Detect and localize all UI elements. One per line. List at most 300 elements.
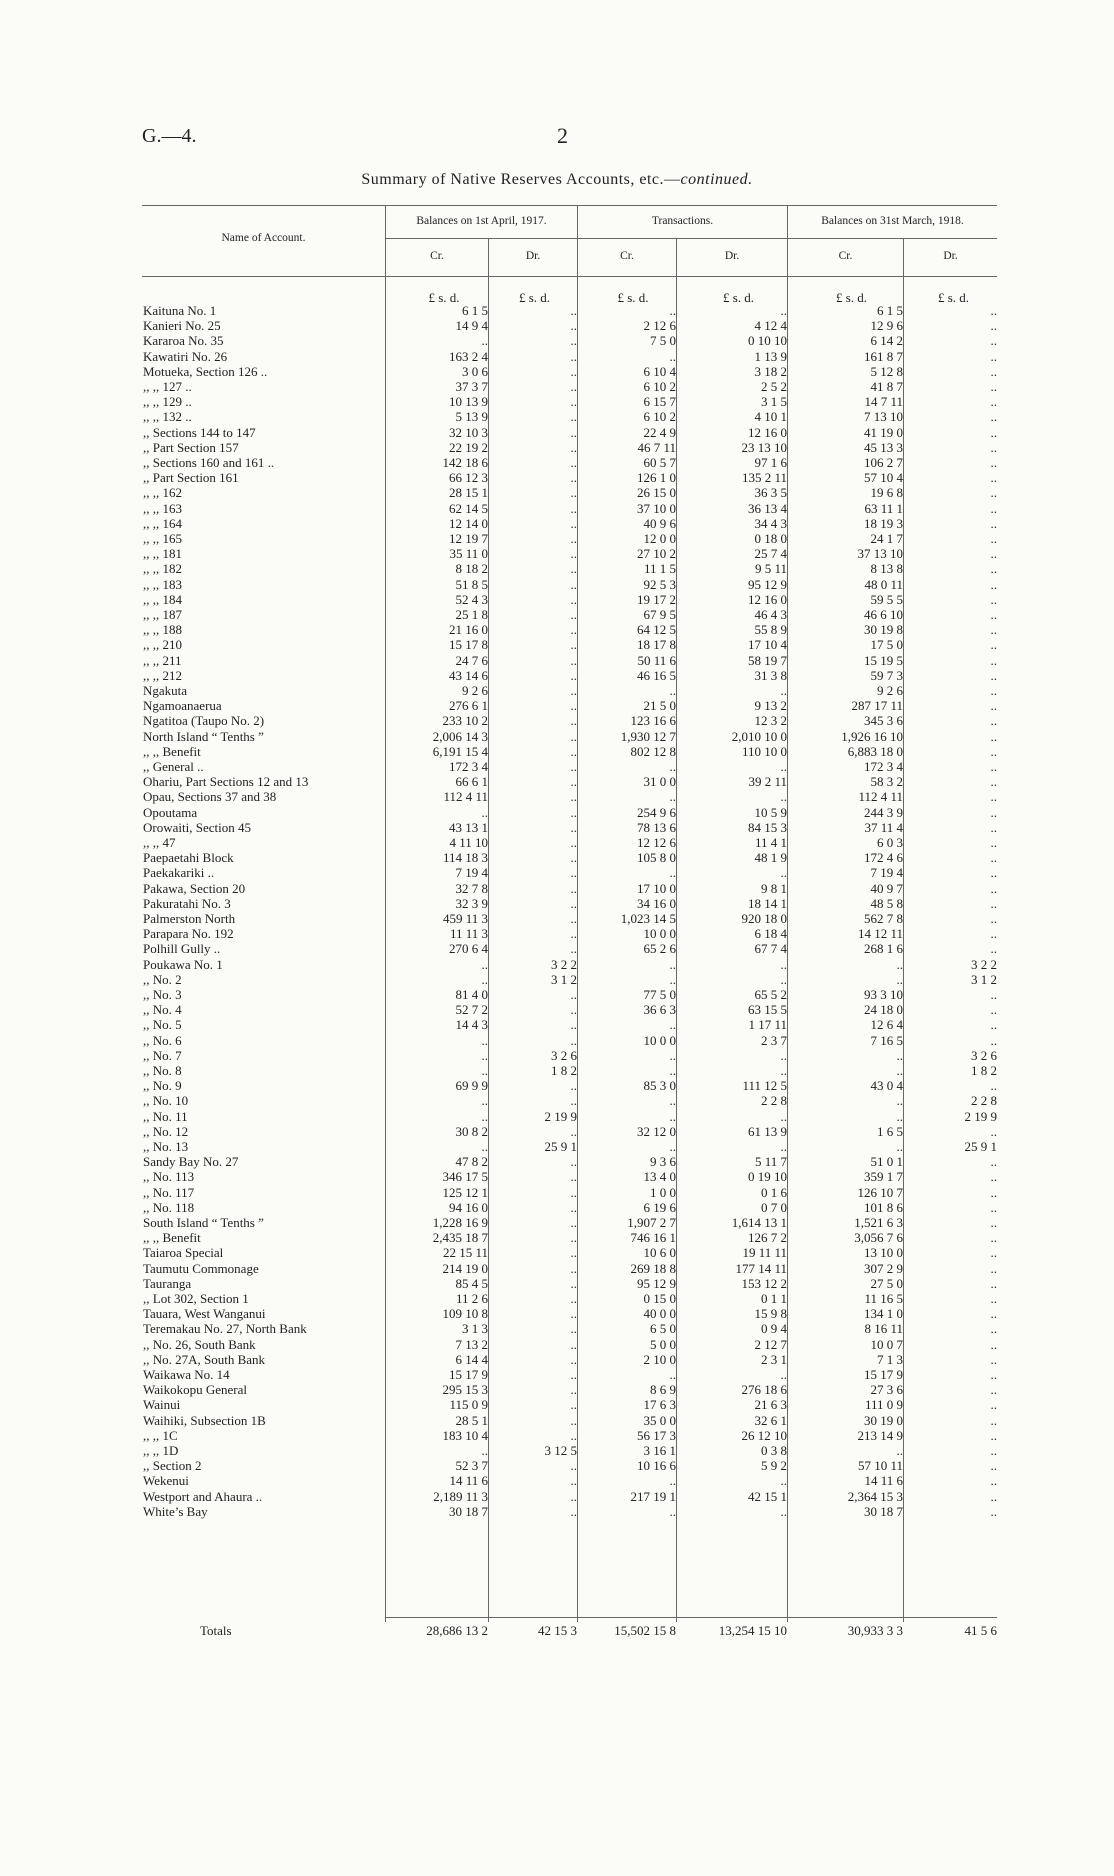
table-row <box>0 516 1114 531</box>
cell-b18cr: 19 6 8 <box>870 485 903 501</box>
totals-row <box>0 1623 1114 1638</box>
cell-b18dr: .. <box>990 1184 997 1200</box>
cell-tdr: 11 4 1 <box>754 835 787 850</box>
totals-label: Totals <box>200 1623 232 1638</box>
cell-b17dr: .. <box>570 439 577 455</box>
cell-tcr: 67 9 5 <box>643 607 676 622</box>
cell-tdr: 36 13 4 <box>748 500 787 516</box>
cell-b17cr: 12 14 0 <box>449 515 488 531</box>
cell-b18dr: .. <box>990 546 997 562</box>
cell-b18dr: .. <box>990 1199 997 1215</box>
account-name: ,, ,, 184 <box>143 591 182 607</box>
cell-b17dr: .. <box>570 1275 577 1291</box>
cell-tdr: 95 12 9 <box>748 576 787 592</box>
cell-b18cr: 59 5 5 <box>870 591 903 607</box>
cell-b17dr: .. <box>570 622 577 638</box>
cell-tcr: 77 5 0 <box>643 987 676 1002</box>
table-row <box>0 774 1114 789</box>
account-name: Waikokopu General <box>143 1382 247 1398</box>
cell-b18dr: .. <box>990 941 997 957</box>
col-bal1918-header: Balances on 31st March, 1918. <box>821 215 964 227</box>
cell-b17dr: .. <box>570 1215 577 1230</box>
cell-b18dr: .. <box>990 1443 997 1458</box>
cell-b18cr: 30 18 7 <box>864 1503 903 1519</box>
cell-b18cr: 134 1 0 <box>864 1306 903 1322</box>
cell-tcr: 46 16 5 <box>637 667 676 683</box>
cell-b17dr: .. <box>570 591 577 607</box>
cell-b18cr: .. <box>896 956 903 972</box>
cell-b17dr: .. <box>570 561 577 577</box>
cell-b17cr: 4 11 10 <box>449 835 488 850</box>
account-name: ,, ,, 47 <box>143 835 176 850</box>
table-row <box>0 470 1114 485</box>
cell-b18dr: .. <box>990 819 997 835</box>
col-tcr-header: Cr. <box>620 250 634 262</box>
totals-top-rule <box>385 1617 997 1618</box>
cell-b18dr: .. <box>990 470 997 486</box>
cell-b17cr: 43 14 6 <box>449 667 488 683</box>
account-name: Pakuratahi No. 3 <box>143 895 231 911</box>
cell-tcr: 10 6 0 <box>643 1245 676 1261</box>
cell-b17cr: 66 6 1 <box>455 774 488 790</box>
table-row <box>0 865 1114 880</box>
cell-tcr: .. <box>669 348 676 364</box>
table-row <box>0 546 1114 561</box>
account-name: ,, ,, 212 <box>143 667 182 683</box>
cell-b17dr: .. <box>570 1169 577 1185</box>
cell-tcr: 1 0 0 <box>650 1184 676 1200</box>
cell-b18dr: .. <box>990 531 997 546</box>
cell-b17dr: 3 12 5 <box>544 1443 577 1458</box>
cell-tcr: 85 3 0 <box>643 1078 676 1094</box>
cell-b17cr: 69 9 9 <box>455 1078 488 1094</box>
col-name-header: Name of Account. <box>221 232 306 244</box>
table-row <box>0 1002 1114 1017</box>
cell-b17dr: .. <box>570 333 577 349</box>
cell-b17dr: .. <box>570 1412 577 1428</box>
cell-b17dr: .. <box>570 1306 577 1322</box>
cell-b17cr: 142 18 6 <box>442 455 488 470</box>
cell-b18dr: .. <box>990 607 997 622</box>
cell-b17cr: .. <box>481 804 488 820</box>
table-row <box>0 409 1114 424</box>
cell-b17dr: .. <box>570 363 577 379</box>
cell-tdr: 34 4 3 <box>754 515 787 531</box>
cell-b18dr: .. <box>990 865 997 881</box>
cell-b17dr: .. <box>570 819 577 835</box>
table-row <box>0 941 1114 956</box>
totals-b18dr: 41 5 6 <box>964 1623 997 1638</box>
table-row <box>0 1306 1114 1321</box>
account-name: ,, No. 117 <box>143 1184 195 1200</box>
table-row <box>0 1063 1114 1078</box>
cell-b17dr: .. <box>570 637 577 653</box>
cell-b18cr: .. <box>896 1139 903 1154</box>
cell-b17cr: 30 18 7 <box>449 1503 488 1519</box>
cell-tcr: 254 9 6 <box>637 804 676 820</box>
table-row <box>0 1169 1114 1184</box>
cell-tdr: 26 12 10 <box>741 1427 787 1443</box>
cell-b17cr: 109 10 8 <box>442 1306 488 1322</box>
cell-b17cr: 3 0 6 <box>462 363 488 379</box>
cell-b18cr: 101 8 6 <box>864 1199 903 1215</box>
table-row <box>0 1473 1114 1488</box>
cell-b17dr: .. <box>570 804 577 820</box>
cell-tdr: 63 15 5 <box>748 1002 787 1018</box>
page-title <box>0 171 1114 189</box>
cell-tcr: 17 6 3 <box>643 1397 676 1413</box>
cell-tdr: 3 1 5 <box>761 394 787 410</box>
cell-b17dr: .. <box>570 683 577 698</box>
cell-b17cr: 47 8 2 <box>455 1154 488 1170</box>
cell-b17cr: 6 14 4 <box>455 1351 488 1367</box>
cell-b18cr: 345 3 6 <box>864 713 903 729</box>
cell-b18cr: 48 5 8 <box>870 895 903 911</box>
cell-tcr: .. <box>669 865 676 881</box>
cell-b17dr: .. <box>570 1230 577 1246</box>
cell-tcr: .. <box>669 789 676 805</box>
account-name: ,, ,, 183 <box>143 576 182 592</box>
table-row <box>0 303 1114 318</box>
table-row <box>0 926 1114 941</box>
cell-b18cr: 45 13 3 <box>864 439 903 455</box>
cell-tdr: 12 16 0 <box>748 591 787 607</box>
cell-tdr: 0 1 6 <box>761 1184 787 1200</box>
account-name: ,, Section 2 <box>143 1458 202 1474</box>
account-name: Wekenui <box>143 1473 189 1489</box>
cell-b17cr: 163 2 4 <box>449 348 488 364</box>
table-row <box>0 729 1114 744</box>
cell-b18cr: 12 9 6 <box>870 318 903 334</box>
cell-b18cr: 14 12 11 <box>857 926 903 942</box>
cell-tcr: .. <box>669 1473 676 1489</box>
cell-tcr: 6 10 2 <box>643 409 676 425</box>
account-name: ,, No. 5 <box>143 1017 182 1033</box>
cell-b18dr: .. <box>990 698 997 714</box>
cell-tdr: .. <box>780 865 787 881</box>
cell-b18cr: 7 16 5 <box>870 1032 903 1048</box>
account-name: Poukawa No. 1 <box>143 956 223 972</box>
table-row <box>0 896 1114 911</box>
lsd-b18dr: £ s. d. <box>937 290 970 305</box>
cell-b17dr: .. <box>570 895 577 911</box>
account-name: Kawatiri No. 26 <box>143 348 228 364</box>
cell-b18dr: .. <box>990 835 997 850</box>
cell-tdr: .. <box>780 1108 787 1124</box>
cell-b18dr: .. <box>990 1032 997 1048</box>
cell-b18cr: 562 7 8 <box>864 911 903 926</box>
cell-b17cr: 24 7 6 <box>455 652 488 668</box>
cell-b18dr: .. <box>990 1017 997 1033</box>
account-name: ,, No. 8 <box>143 1063 182 1078</box>
cell-b18cr: 58 3 2 <box>870 774 903 790</box>
cell-b18cr: 37 13 10 <box>857 546 903 562</box>
cell-b17dr: .. <box>570 865 577 881</box>
cell-b17cr: 52 4 3 <box>455 591 488 607</box>
cell-b18dr: .. <box>990 789 997 805</box>
cell-b18cr: 17 5 0 <box>870 637 903 653</box>
account-name: Teremakau No. 27, North Bank <box>143 1321 307 1337</box>
cell-b18cr: 10 0 7 <box>870 1336 903 1352</box>
cell-b18cr: 41 8 7 <box>870 379 903 394</box>
cell-tdr: 9 8 1 <box>761 880 787 896</box>
table-row <box>0 820 1114 835</box>
cell-b18cr: 15 17 9 <box>864 1367 903 1382</box>
cell-b17dr: .. <box>570 987 577 1002</box>
table-row <box>0 1428 1114 1443</box>
table-row <box>0 622 1114 637</box>
cell-tdr: 5 9 2 <box>761 1458 787 1474</box>
cell-b17dr: .. <box>570 1199 577 1215</box>
account-name: ,, Sections 160 and 161 .. <box>143 455 275 470</box>
cell-tdr: 177 14 11 <box>735 1260 787 1276</box>
cell-b17dr: .. <box>570 546 577 562</box>
cell-tdr: .. <box>780 759 787 774</box>
cell-b17cr: 270 6 4 <box>449 941 488 957</box>
cell-b17cr: 52 7 2 <box>455 1002 488 1018</box>
cell-b18cr: 15 19 5 <box>864 652 903 668</box>
cell-b18cr: .. <box>896 1093 903 1109</box>
cell-tcr: 2 12 6 <box>643 318 676 334</box>
cell-b18dr: .. <box>990 1291 997 1306</box>
table-row <box>0 349 1114 364</box>
table-row <box>0 1291 1114 1306</box>
account-name: Opoutama <box>143 804 198 820</box>
cell-tcr: 95 12 9 <box>637 1275 676 1291</box>
account-name: Opau, Sections 37 and 38 <box>143 789 277 805</box>
cell-tdr: .. <box>780 683 787 698</box>
account-name: Tauranga <box>143 1275 192 1291</box>
account-name: ,, No. 4 <box>143 1002 182 1018</box>
cell-tcr: .. <box>669 1093 676 1109</box>
table-row <box>0 1276 1114 1291</box>
cell-tcr: 37 10 0 <box>637 500 676 516</box>
cell-tcr: 746 16 1 <box>630 1230 676 1246</box>
cell-b17cr: 37 3 7 <box>455 379 488 394</box>
account-name: Polhill Gully .. <box>143 941 221 957</box>
cell-b18cr: 14 11 6 <box>864 1473 903 1489</box>
account-name: Taumutu Commonage <box>143 1260 259 1276</box>
cell-tcr: .. <box>669 971 676 987</box>
table-row <box>0 1200 1114 1215</box>
account-name: ,, No. 10 <box>143 1093 189 1109</box>
cell-b18dr: .. <box>990 1397 997 1413</box>
account-name: ,, ,, Benefit <box>143 743 201 759</box>
account-name: ,, No. 26, South Bank <box>143 1336 256 1352</box>
table-row <box>0 911 1114 926</box>
table-row <box>0 379 1114 394</box>
table-row <box>0 1154 1114 1169</box>
cell-b18cr: 18 19 3 <box>864 515 903 531</box>
table-row <box>0 835 1114 850</box>
cell-b17cr: .. <box>481 1108 488 1124</box>
cell-tdr: 39 2 11 <box>748 774 787 790</box>
table-row <box>0 881 1114 896</box>
cell-b17dr: .. <box>570 1367 577 1382</box>
cell-tdr: 58 19 7 <box>748 652 787 668</box>
cell-b17dr: .. <box>570 1078 577 1094</box>
cell-tcr: 40 9 6 <box>643 515 676 531</box>
lsd-tdr: £ s. d. <box>722 290 755 305</box>
cell-tcr: 7 5 0 <box>650 333 676 349</box>
account-name: Pakawa, Section 20 <box>143 880 246 896</box>
table-row <box>0 1413 1114 1428</box>
cell-tdr: 1,614 13 1 <box>731 1215 787 1230</box>
cell-b17dr: 25 9 1 <box>544 1139 577 1154</box>
cell-b17cr: 12 19 7 <box>449 531 488 546</box>
cell-b17cr: 6,191 15 4 <box>432 743 488 759</box>
cell-b17dr: .. <box>570 470 577 486</box>
account-name: South Island “ Tenths ” <box>143 1215 264 1230</box>
cell-b17cr: 295 15 3 <box>442 1382 488 1398</box>
cell-tdr: 2 2 8 <box>761 1093 787 1109</box>
cell-b18dr: .. <box>990 622 997 638</box>
account-name: ,, ,, 187 <box>143 607 182 622</box>
cell-tcr: 31 0 0 <box>643 774 676 790</box>
table-row <box>0 1443 1114 1458</box>
table-row <box>0 698 1114 713</box>
table-row <box>0 683 1114 698</box>
cell-tcr: 105 8 0 <box>637 850 676 866</box>
cell-tdr: 32 6 1 <box>754 1412 787 1428</box>
cell-b18cr: .. <box>896 971 903 987</box>
cell-b18dr: .. <box>990 987 997 1002</box>
cell-tdr: 65 5 2 <box>754 987 787 1002</box>
account-name: Ngatitoa (Taupo No. 2) <box>143 713 265 729</box>
totals-b17dr: 42 15 3 <box>538 1623 577 1638</box>
cell-b17dr: .. <box>570 941 577 957</box>
cell-tdr: .. <box>780 956 787 972</box>
lsd-b17dr: £ s. d. <box>518 290 551 305</box>
cell-b18dr: .. <box>990 804 997 820</box>
cell-b17cr: 32 10 3 <box>449 424 488 440</box>
cell-tdr: 4 10 1 <box>754 409 787 425</box>
cell-tdr: 0 3 8 <box>761 1443 787 1458</box>
cell-b17dr: .. <box>570 667 577 683</box>
cell-b18dr: .. <box>990 774 997 790</box>
account-name: ,, ,, Benefit <box>143 1230 201 1246</box>
cell-b18dr: .. <box>990 759 997 774</box>
cell-b18cr: 244 3 9 <box>864 804 903 820</box>
cell-b18dr: .. <box>990 743 997 759</box>
cell-b18dr: .. <box>990 424 997 440</box>
cell-b18dr: .. <box>990 1260 997 1276</box>
cell-b18dr: .. <box>990 1215 997 1230</box>
cell-b18cr: 11 16 5 <box>864 1291 903 1306</box>
account-name: Orowaiti, Section 45 <box>143 819 251 835</box>
cell-b17dr: 3 2 6 <box>551 1047 577 1063</box>
cell-b18dr: .. <box>990 880 997 896</box>
cell-b17dr: .. <box>570 1123 577 1139</box>
cell-b18cr: 172 4 6 <box>864 850 903 866</box>
cell-b17cr: 2,435 18 7 <box>432 1230 488 1246</box>
cell-tcr: 32 12 0 <box>637 1123 676 1139</box>
cell-tdr: 2 3 1 <box>761 1351 787 1367</box>
cell-tdr: 23 13 10 <box>741 439 787 455</box>
cell-b18dr: .. <box>990 348 997 364</box>
table-row <box>0 1124 1114 1139</box>
cell-b17dr: .. <box>570 743 577 759</box>
cell-b18dr: .. <box>990 455 997 470</box>
cell-b17cr: 233 10 2 <box>442 713 488 729</box>
cell-b18cr: 7 1 3 <box>877 1351 903 1367</box>
col-b17cr-header: Cr. <box>430 250 444 262</box>
table-row <box>0 1367 1114 1382</box>
table-row <box>0 713 1114 728</box>
account-name: ,, ,, 129 .. <box>143 394 192 410</box>
cell-b17cr: 11 11 3 <box>449 926 488 942</box>
cell-tdr: 67 7 4 <box>754 941 787 957</box>
cell-b18dr: .. <box>990 1306 997 1322</box>
cell-tdr: 0 18 0 <box>754 531 787 546</box>
cell-tdr: 10 5 9 <box>754 804 787 820</box>
cell-tcr: 1,930 12 7 <box>620 728 676 744</box>
cell-b17dr: .. <box>570 1503 577 1519</box>
cell-tcr: 19 17 2 <box>637 591 676 607</box>
table-row <box>0 1185 1114 1200</box>
cell-tcr: 92 5 3 <box>643 576 676 592</box>
cell-b18dr: .. <box>990 591 997 607</box>
cell-b18dr: .. <box>990 1169 997 1185</box>
cell-b18dr: 25 9 1 <box>964 1139 997 1154</box>
cell-b17cr: 8 18 2 <box>455 561 488 577</box>
cell-tcr: 50 11 6 <box>637 652 676 668</box>
cell-b18dr: .. <box>990 1245 997 1261</box>
cell-tcr: 65 2 6 <box>643 941 676 957</box>
cell-tdr: 21 6 3 <box>754 1397 787 1413</box>
cell-b18cr: 6 14 2 <box>870 333 903 349</box>
cell-b18dr: .. <box>990 333 997 349</box>
cell-b17dr: .. <box>570 1427 577 1443</box>
cell-tcr: 78 13 6 <box>637 819 676 835</box>
cell-b17dr: .. <box>570 576 577 592</box>
cell-b17dr: .. <box>570 1032 577 1048</box>
cell-b18cr: 30 19 8 <box>864 622 903 638</box>
cell-b18cr: 12 6 4 <box>870 1017 903 1033</box>
cell-b18cr: 40 9 7 <box>870 880 903 896</box>
table-row <box>0 531 1114 546</box>
cell-tcr: 11 1 5 <box>643 561 676 577</box>
account-name: Ngamoanaerua <box>143 698 222 714</box>
totals-b17cr: 28,686 13 2 <box>426 1623 488 1638</box>
cell-b17dr: .. <box>570 303 577 318</box>
cell-b17cr: 21 16 0 <box>449 622 488 638</box>
account-name: Tauara, West Wanganui <box>143 1306 266 1322</box>
cell-b17cr: 66 12 3 <box>449 470 488 486</box>
cell-b17cr: .. <box>481 1063 488 1078</box>
cell-b17dr: .. <box>570 1321 577 1337</box>
account-name: White’s Bay <box>143 1503 208 1519</box>
table-row <box>0 1139 1114 1154</box>
table-row <box>0 653 1114 668</box>
cell-b18dr: .. <box>990 895 997 911</box>
cell-b18cr: 7 19 4 <box>870 865 903 881</box>
cell-b18cr: 9 2 6 <box>877 683 903 698</box>
cell-tcr: .. <box>669 1017 676 1033</box>
cell-b18dr: .. <box>990 652 997 668</box>
table-row <box>0 1337 1114 1352</box>
account-name: ,, ,, 1C <box>143 1427 178 1443</box>
cell-tdr: 31 3 8 <box>754 667 787 683</box>
cell-tdr: 0 19 10 <box>748 1169 787 1185</box>
cell-b17cr: .. <box>481 1032 488 1048</box>
cell-b17dr: .. <box>570 713 577 729</box>
cell-b18cr: 3,056 7 6 <box>854 1230 903 1246</box>
lsd-b17cr: £ s. d. <box>428 290 460 305</box>
cell-b17cr: 14 11 6 <box>449 1473 488 1489</box>
account-name: ,, No. 113 <box>143 1169 195 1185</box>
cell-tdr: 6 18 4 <box>754 926 787 942</box>
